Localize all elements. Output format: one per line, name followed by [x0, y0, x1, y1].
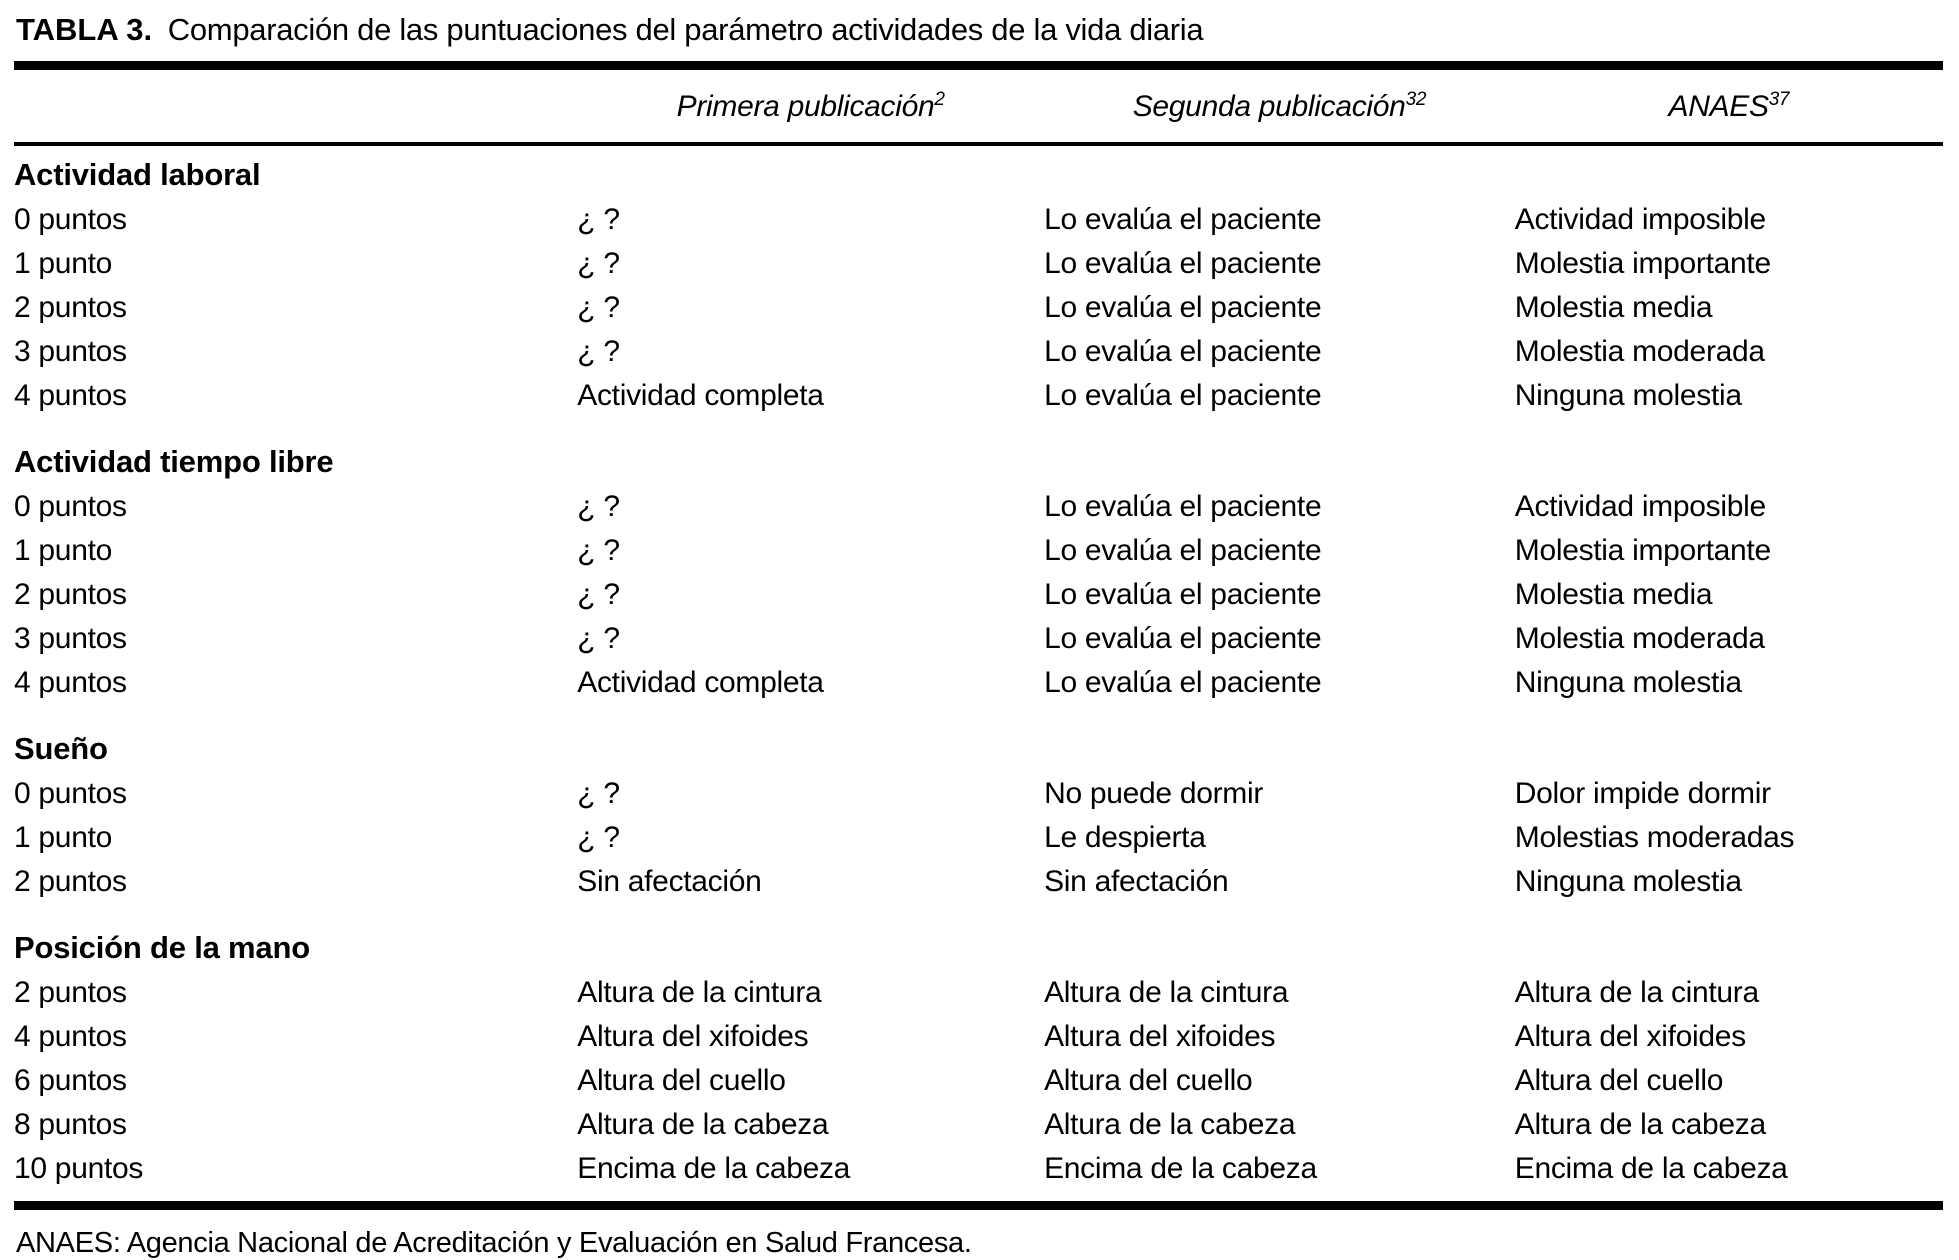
reference-superscript: 32 [1405, 89, 1427, 110]
cell-primera-publicacion: Encima de la cabeza [577, 1152, 851, 1185]
cell-anaes: Altura del cuello [1514, 1064, 1724, 1097]
cell-segunda-publicacion: No puede dormir [1044, 777, 1264, 810]
table-row [14, 1015, 1943, 1059]
cell-score: 1 punto [14, 534, 112, 567]
section-header: Sueño [14, 731, 108, 766]
cell-score: 2 puntos [14, 865, 127, 898]
cell-anaes: Actividad imposible [1514, 203, 1766, 236]
cell-segunda-publicacion: Lo evalúa el paciente [1044, 534, 1322, 567]
cell-score: 3 puntos [14, 335, 127, 368]
reference-superscript: 2 [934, 89, 945, 110]
table-row [14, 198, 1943, 242]
table-row [14, 1147, 1943, 1191]
cell-score: 4 puntos [14, 1020, 127, 1053]
cell-segunda-publicacion: Altura del xifoides [1044, 1020, 1276, 1053]
cell-primera-publicacion: ¿ ? [577, 777, 620, 810]
table-title [14, 4, 1943, 61]
header-rule [14, 142, 1943, 146]
cell-primera-publicacion: ¿ ? [577, 622, 620, 655]
column-header-label: Segunda publicación [1132, 90, 1406, 123]
cell-segunda-publicacion: Lo evalúa el paciente [1044, 578, 1322, 611]
cell-anaes: Molestia media [1514, 291, 1713, 324]
cell-segunda-publicacion: Sin afectación [1044, 865, 1229, 898]
column-header-anaes [1515, 90, 1943, 124]
cell-anaes: Actividad imposible [1514, 490, 1766, 523]
cell-segunda-publicacion: Altura de la cabeza [1044, 1108, 1296, 1141]
cell-primera-publicacion: Altura de la cabeza [577, 1108, 829, 1141]
top-rule [14, 61, 1943, 70]
reference-superscript: 37 [1768, 89, 1790, 110]
cell-anaes: Encima de la cabeza [1514, 1152, 1788, 1185]
table-row [14, 1059, 1943, 1103]
cell-segunda-publicacion: Altura del cuello [1044, 1064, 1253, 1097]
table-row [14, 860, 1943, 904]
cell-primera-publicacion: ¿ ? [577, 291, 620, 324]
cell-anaes: Molestias moderadas [1514, 821, 1795, 854]
cell-segunda-publicacion: Lo evalúa el paciente [1044, 379, 1322, 412]
column-header-row [14, 70, 1943, 142]
cell-anaes: Ninguna molestia [1514, 379, 1742, 412]
table-footnote: ANAES: Agencia Nacional de Acreditación y Evaluación en Salud Francesa. [16, 1227, 972, 1259]
cell-primera-publicacion: Actividad completa [577, 379, 824, 412]
table-row [14, 485, 1943, 529]
cell-anaes: Ninguna molestia [1514, 666, 1742, 699]
table-title-text: Comparación de las puntuaciones del parámetro actividades de la vida diaria [167, 12, 1204, 47]
cell-score: 2 puntos [14, 578, 127, 611]
table-number-label: TABLA 3 [16, 12, 144, 47]
section-header: Actividad tiempo libre [14, 444, 334, 479]
cell-primera-publicacion: ¿ ? [577, 203, 620, 236]
table-row [14, 971, 1943, 1015]
cell-score: 4 puntos [14, 666, 127, 699]
cell-primera-publicacion: ¿ ? [577, 534, 620, 567]
table-row [14, 242, 1943, 286]
table-row [14, 1103, 1943, 1147]
cell-primera-publicacion: ¿ ? [577, 490, 620, 523]
table-row [14, 661, 1943, 705]
cell-score: 2 puntos [14, 291, 127, 324]
cell-anaes: Altura de la cintura [1514, 976, 1759, 1009]
cell-score: 4 puntos [14, 379, 127, 412]
table-row [14, 573, 1943, 617]
cell-score: 1 punto [14, 821, 112, 854]
cell-segunda-publicacion: Altura de la cintura [1044, 976, 1289, 1009]
cell-segunda-publicacion: Encima de la cabeza [1044, 1152, 1317, 1185]
section-header: Actividad laboral [14, 157, 261, 192]
cell-anaes: Molestia moderada [1514, 622, 1765, 655]
column-header-label: ANAES [1668, 90, 1769, 123]
cell-anaes: Dolor impide dormir [1514, 777, 1771, 810]
table-row [14, 529, 1943, 573]
table-row [14, 617, 1943, 661]
cell-score: 0 puntos [14, 203, 127, 236]
column-header-label: Primera publicación [676, 90, 935, 123]
table-body [14, 152, 1943, 1191]
cell-segunda-publicacion: Lo evalúa el paciente [1044, 666, 1322, 699]
cell-anaes: Altura de la cabeza [1514, 1108, 1766, 1141]
cell-primera-publicacion: ¿ ? [577, 821, 620, 854]
column-header-segunda [1044, 90, 1515, 124]
cell-primera-publicacion: ¿ ? [577, 578, 620, 611]
cell-primera-publicacion: ¿ ? [577, 247, 620, 280]
cell-score: 10 puntos [14, 1152, 144, 1185]
cell-score: 0 puntos [14, 777, 127, 810]
table-row [14, 286, 1943, 330]
cell-anaes: Molestia media [1514, 578, 1713, 611]
cell-primera-publicacion: Altura del xifoides [577, 1020, 809, 1053]
cell-primera-publicacion: Sin afectación [577, 865, 762, 898]
table-row [14, 772, 1943, 816]
cell-anaes: Molestia importante [1514, 247, 1771, 280]
column-header-primera [577, 90, 1044, 124]
cell-anaes: Altura del xifoides [1514, 1020, 1746, 1053]
cell-primera-publicacion: ¿ ? [577, 335, 620, 368]
cell-segunda-publicacion: Lo evalúa el paciente [1044, 247, 1322, 280]
cell-segunda-publicacion: Lo evalúa el paciente [1044, 490, 1322, 523]
title-dot: . [143, 12, 152, 47]
bottom-rule [14, 1201, 1943, 1210]
cell-anaes: Molestia importante [1514, 534, 1771, 567]
section-header: Posición de la mano [14, 930, 310, 965]
table-row [14, 816, 1943, 860]
cell-segunda-publicacion: Lo evalúa el paciente [1044, 335, 1322, 368]
cell-score: 2 puntos [14, 976, 127, 1009]
table-row [14, 330, 1943, 374]
cell-score: 6 puntos [14, 1064, 127, 1097]
cell-segunda-publicacion: Lo evalúa el paciente [1044, 203, 1322, 236]
cell-segunda-publicacion: Lo evalúa el paciente [1044, 622, 1322, 655]
cell-score: 3 puntos [14, 622, 127, 655]
cell-score: 1 punto [14, 247, 112, 280]
cell-score: 8 puntos [14, 1108, 127, 1141]
cell-primera-publicacion: Altura de la cintura [577, 976, 822, 1009]
cell-segunda-publicacion: Le despierta [1044, 821, 1206, 854]
cell-score: 0 puntos [14, 490, 127, 523]
cell-primera-publicacion: Actividad completa [577, 666, 824, 699]
table-row [14, 374, 1943, 418]
cell-primera-publicacion: Altura del cuello [577, 1064, 786, 1097]
cell-anaes: Ninguna molestia [1514, 865, 1742, 898]
cell-anaes: Molestia moderada [1514, 335, 1765, 368]
cell-segunda-publicacion: Lo evalúa el paciente [1044, 291, 1322, 324]
